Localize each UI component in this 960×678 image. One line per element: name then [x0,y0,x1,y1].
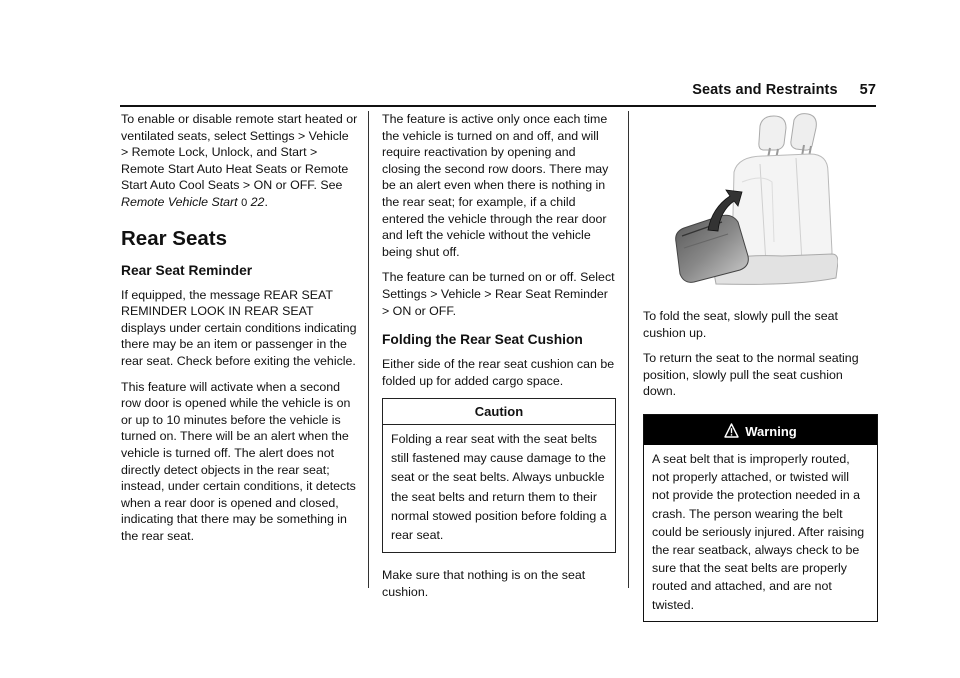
caution-title: Caution [383,399,615,425]
feature-active-paragraph: The feature is active only once each time the vehicle is turned on and off, and will require reactivation by opening and closing the second row doors. There may be an alert even when there is nothing in the rear seat; for example, if a child entered the vehicle through the rear door and left the vehicle without the vehicle being shut off. [382,112,609,259]
warning-body: A seat belt that is improperly routed, not properly attached, or twisted will not provide the protection needed in a crash. The person wearing the belt could be seriously injured. After raising the rear seatback, always check to be sure that the seat belts are properly routed and attached, and are not twisted. [652,451,865,612]
reminder-paragraph-1: If equipped, the message REAR SEAT REMINDER LOOK IN REAR SEAT displays under certain conditions indicating there may be an item or passenger in the rear seat. Check before exiting the vehicle. [121,287,357,368]
reminder-paragraph-2: This feature will activate when a second row door is opened while the vehicle is on or up to 10 minutes before the vehicle is turned on. There will be an alert when the vehicle is turned off. The alert does not directly detect objects in the rear seat; instead, under certain conditions, it detects when a rear door is opened and closed, indicating that there may be something in the rear seat. [121,379,356,543]
warning-box [643,414,878,622]
warning-title: Warning [745,423,797,439]
make-sure-paragraph: Make sure that nothing is on the seat cushion. [382,568,586,599]
remote-start-text: To enable or disable remote start heated or ventilated seats, select Settings > Vehicle > Remote Lock, Unlock, and Start > Remote Start Auto Heat Seats or Remote Start Auto Cool Seats > ON or OFF. See [121,112,358,193]
column-divider-2 [628,111,629,588]
header-rule [120,105,876,107]
rear-seat-cushion-fold-illustration [672,112,838,290]
remote-start-link[interactable]: Remote Vehicle Start [121,194,238,209]
sentence-end: . [264,194,268,209]
caution-body: Folding a rear seat with the seat belts still fastened may cause damage to the seat or the seat belts. Always unbuckle the seat belts and return them to their normal stowed position before folding a rear seat. [391,431,607,542]
page-header [120,82,876,104]
header-text [692,82,876,98]
subheading-folding-cushion: Folding the Rear Seat Cushion [382,332,583,348]
page-ref-number[interactable]: 22 [250,194,265,209]
column-3 [643,308,878,622]
caution-box [382,398,616,553]
fold-instruction-paragraph: To fold the seat, slowly pull the seat cushion up. [643,309,838,340]
folding-intro-paragraph: Either side of the rear seat cushion can be folded up for added cargo space. [382,357,615,388]
return-instruction-paragraph: To return the seat to the normal seating position, slowly pull the seat cushion down. [643,351,859,399]
column-1 [121,111,359,553]
section-heading-rear-seats: Rear Seats [121,226,227,250]
remote-start-paragraph [121,111,359,212]
section-title: Seats and Restraints [692,82,838,98]
column-2 [382,111,616,609]
warning-header [644,415,877,445]
feature-toggle-paragraph: The feature can be turned on or off. Select Settings > Vehicle > Rear Seat Reminder > ON or OFF. [382,270,615,318]
page-number: 57 [859,82,876,98]
column-divider-1 [368,111,369,588]
subheading-rear-seat-reminder: Rear Seat Reminder [121,262,253,278]
page-ref-arrow-icon: 0 [241,196,248,209]
warning-triangle-icon [724,423,739,438]
